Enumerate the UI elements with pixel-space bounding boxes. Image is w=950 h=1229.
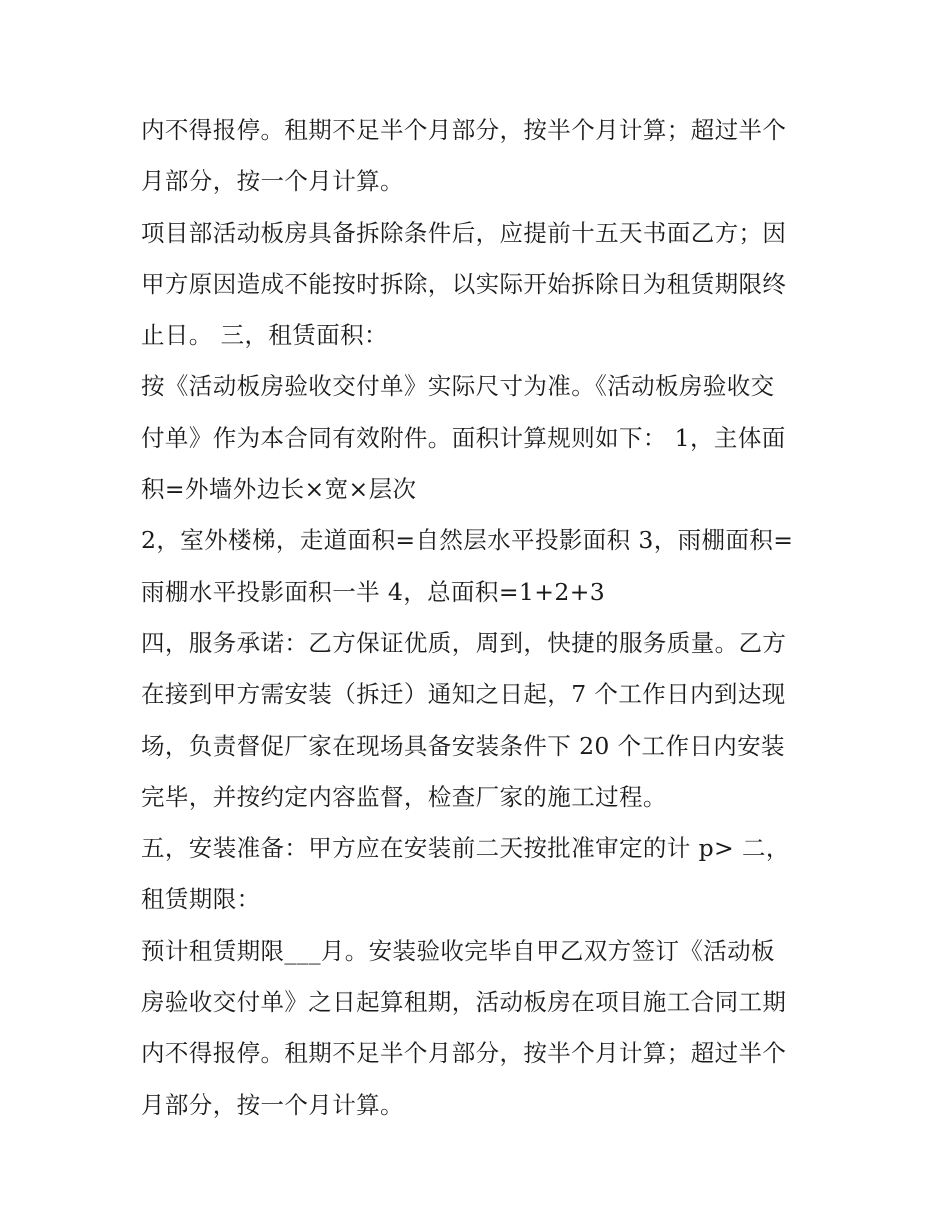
text-line: 月部分，按一个月计算。 xyxy=(141,167,404,196)
text-line: 租赁期限： xyxy=(141,885,261,914)
text-line: 完毕，并按约定内容监督，检查厂家的施工过程。 xyxy=(141,782,667,811)
text-line: 预计租赁期限___月。安装验收完毕自甲乙双方签订《活动板 xyxy=(141,936,775,965)
text-line: 四，服务承诺：乙方保证优质，周到，快捷的服务质量。乙方 xyxy=(141,628,787,657)
text-line: 房验收交付单》之日起算租期，活动板房在项目施工合同工期 xyxy=(141,988,787,1017)
text-line: 按《活动板房验收交付单》实际尺寸为准。《活动板房验收交 xyxy=(141,372,775,401)
text-line: 雨棚水平投影面积一半 4，总面积=1+2+3 xyxy=(141,577,606,606)
document-body xyxy=(141,105,813,1131)
text-line: 内不得报停。租期不足半个月部分，按半个月计算；超过半个 xyxy=(141,116,787,144)
text-line: 积=外墙外边长×宽×层次 xyxy=(141,475,417,504)
text-line: 五，安装准备：甲方应在安装前二天按批准审定的计 p> 二， xyxy=(141,834,790,863)
text-line: 场，负责督促厂家在现场具备安装条件下 20 个工作日内安装 xyxy=(141,731,785,760)
text-line: 付单》作为本合同有效附件。面积计算规则如下： 1，主体面 xyxy=(141,423,786,452)
text-line: 2，室外楼梯，走道面积=自然层水平投影面积 3，雨棚面积= xyxy=(141,526,794,555)
text-line: 止日。 三，租赁面积： xyxy=(141,321,388,350)
text-line: 在接到甲方需安装（拆迁）通知之日起，7 个工作日内到达现 xyxy=(141,680,786,709)
text-line: 甲方原因造成不能按时拆除，以实际开始拆除日为租赁期限终 xyxy=(141,269,787,298)
text-line: 项目部活动板房具备拆除条件后，应提前十五天书面乙方；因 xyxy=(141,218,787,247)
text-line: 内不得报停。租期不足半个月部分，按半个月计算；超过半个 xyxy=(141,1039,787,1068)
text-line: 月部分，按一个月计算。 xyxy=(141,1090,404,1119)
